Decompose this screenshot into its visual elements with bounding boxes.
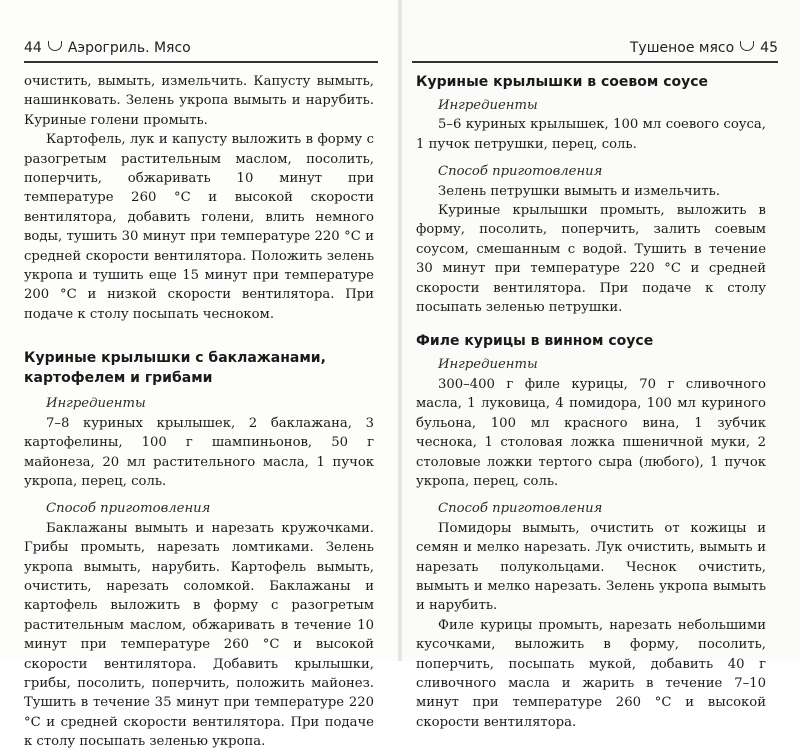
paragraph: Картофель, лук и капусту выложить в форму с разогретым растительным маслом, посолить, поперчить, обжаривать 10 минут при температуре 260 °С и высокой скорости вентилятора, добавить голени, влить немного воды, тушить 30 минут при температуре 220 °С и средней скорости вентилятора. Положить зелень укропа и тушить еще 15 минут при температуре 200 °С и низкой скорости вентилятора. При подаче к столу посыпать чесноком. [24,132,374,322]
right-running-header [412,40,778,62]
left-page-body [24,72,374,752]
recipe-title [24,348,374,388]
header-rule [24,61,378,63]
cooking-pot-icon [48,41,62,51]
right-page-number: 45 [760,40,778,56]
method-heading: Способ приготовления [438,164,603,180]
recipe-title: Куриные крылышки в соевом соусе [416,74,709,90]
left-running-head-title: Аэрогриль. Мясо [67,40,191,56]
method-paragraph: Помидоры вымыть, очистить от кожицы и семян и мелко нарезать. Лук очистить, вымыть и нарезать полукольцами. Чеснок очистить, вымыть и мелко нарезать. Зелень укропа вымыть и нарубить. [416,520,766,614]
left-page-number: 44 [24,40,42,56]
header-rule [412,61,778,63]
ingredients-heading: Ингредиенты [438,357,538,373]
recipe-title-line: Куриные крылышки с баклажанами, [24,350,326,367]
recipe-title: Филе курицы в винном соусе [416,333,654,350]
right-running-head-title: Тушеное мясо [629,40,735,56]
method-heading: Способ приготовления [438,501,603,517]
left-page [0,0,398,750]
ingredients-heading: Ингредиенты [46,396,146,412]
left-running-header [24,40,378,62]
method-paragraph: Зелень петрушки вымыть и измельчить. [438,183,721,199]
paragraph: очистить, вымыть, измельчить. Капусту вымыть, нашинковать. Зелень укропа вымыть и нарубить. Куриные голени промыть. [24,74,374,128]
cooking-pot-icon [740,41,754,51]
ingredients-text: 5–6 куриных крылышек, 100 мл соевого соуса, 1 пучок петрушки, перец, соль. [416,117,766,152]
ingredients-text: 300–400 г филе курицы, 70 г сливочного масла, 1 луковица, 4 помидора, 100 мл куриного бульона, 100 мл красного вина, 1 зубчик чеснока, 1 столовая ложка пшеничной муки, 2 столовые ложки тертого сыра (любого), 1 пучок укропа, перец, соль. [416,376,766,489]
right-page [402,0,800,730]
method-paragraph: Филе курицы промыть, нарезать небольшими кусочками, выложить в форму, посолить, поперчить, посыпать мукой, добавить 40 г сливочного масла и жарить в течение 7–10 минут при температуре 260 °С и высокой скорости вентилятора. [416,617,766,730]
right-page-body [416,72,766,732]
ingredients-text: 7–8 куриных крылышек, 2 баклажана, 3 картофелины, 100 г шампиньонов, 50 г майонеза, 20 мл растительного масла, 1 пучок укропа, перец, соль. [24,415,374,489]
method-paragraph: Баклажаны вымыть и нарезать кружочками. Грибы промыть, нарезать ломтиками. Зелень укропа вымыть, нарубить. Картофель вымыть, очистить, нарезать соломкой. Баклажаны и картофель выложить в форму с разогретым растительным маслом, обжаривать в течение 10 минут при температуре 260 °С и высокой скорости вентилятора. Добавить крылышки, грибы, посолить, поперчить, положить майонез. Тушить в течение 35 минут при температуре 220 °С и средней скорости вентилятора. При подаче к столу посыпать зеленью укропа. [24,520,374,750]
ingredients-heading: Ингредиенты [438,98,538,113]
method-paragraph: Куриные крылышки промыть, выложить в форму, посолить, поперчить, залить соевым соусом, смешанным с водой. Тушить в течение 30 минут при температуре 220 °С и средней скорости вентилятора. При подаче к столу посыпать зеленью петрушки. [416,203,766,316]
recipe-title-line: картофелем и грибами [24,370,213,387]
method-heading: Способ приготовления [46,501,211,517]
